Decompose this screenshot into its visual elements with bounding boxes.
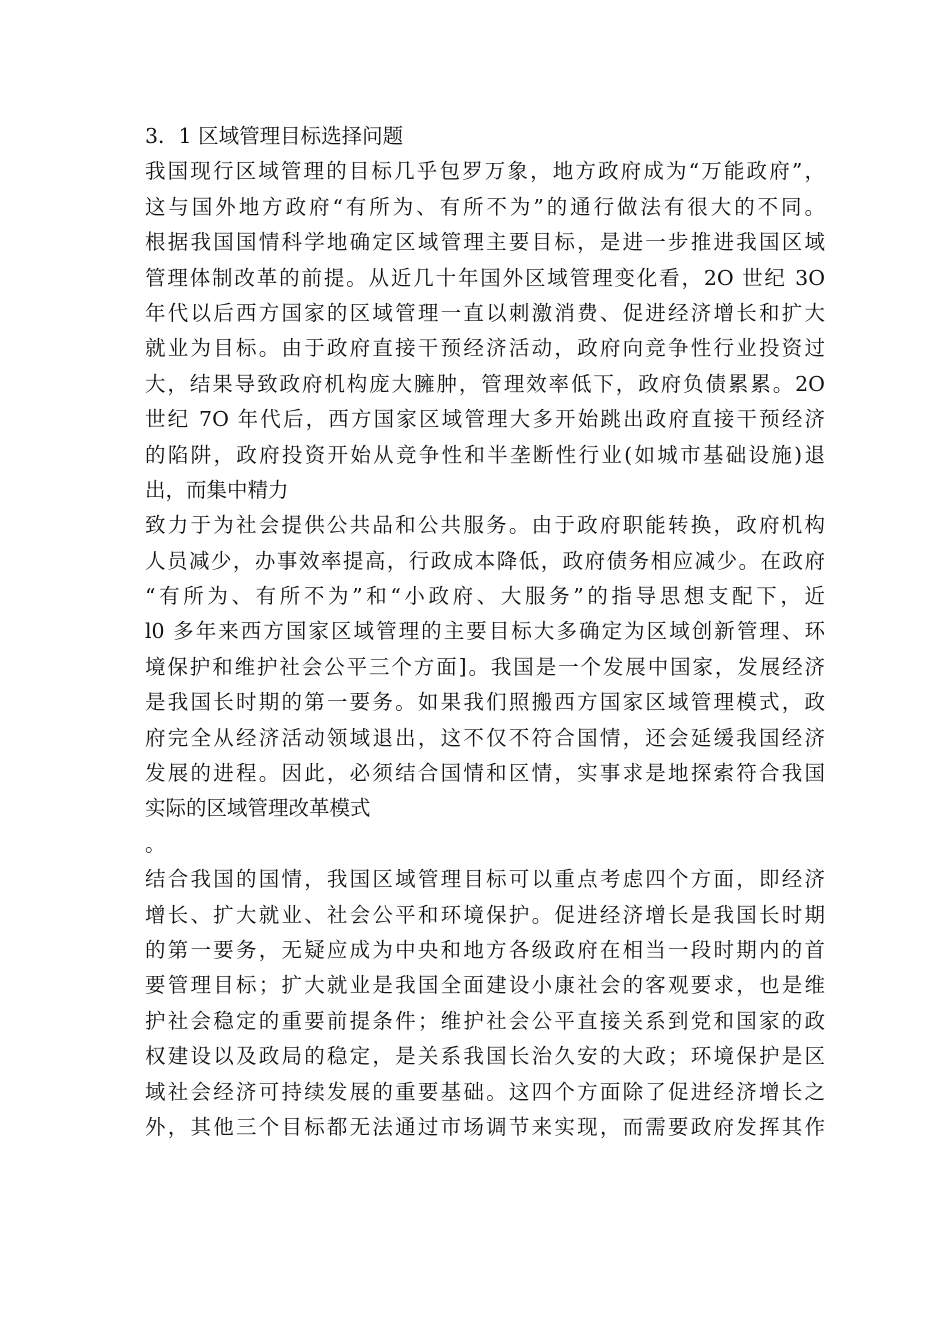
paragraph-line: 结合我国的国情，我国区域管理目标可以重点考虑四个方面，即经济 (145, 867, 825, 892)
paragraph-line: 权建设以及政局的稳定，是关系我国长治久安的大政；环境保护是区 (145, 1044, 825, 1069)
paragraph-line: 管理体制改革的前提。从近几十年国外区域管理变化看，2O 世纪 3O (145, 265, 825, 290)
paragraph-line: 外，其他三个目标都无法通过市场调节来实现，而需要政府发挥其作 (145, 1114, 825, 1139)
paragraph-line: 这与国外地方政府“有所为、有所不为”的通行做法有很大的不同。 (145, 194, 825, 219)
paragraph-line: 发展的进程。因此，必须结合国情和区情，实事求是地探索符合我国 (145, 761, 825, 786)
paragraph-line: 的第一要务，无疑应成为中央和地方各级政府在相当一段时期内的首 (145, 937, 825, 962)
paragraph-line: 域社会经济可持续发展的重要基础。这四个方面除了促进经济增长之 (145, 1079, 825, 1104)
paragraph-line: 境保护和维护社会公平三个方面]。我国是一个发展中国家，发展经济 (145, 654, 825, 679)
paragraph-line: 人员减少，办事效率提高，行政成本降低，政府债务相应减少。在政府 (145, 548, 825, 573)
paragraph-line: 府完全从经济活动领域退出，这不仅不符合国情，还会延缓我国经济 (145, 725, 825, 750)
paragraph-line: 护社会稳定的重要前提条件；维护社会公平直接关系到党和国家的政 (145, 1008, 825, 1033)
paragraph-line: 要管理目标；扩大就业是我国全面建设小康社会的客观要求，也是维 (145, 973, 825, 998)
section-heading: 3．1 区域管理目标选择问题 (145, 124, 404, 148)
paragraph-line: 根据我国国情科学地确定区域管理主要目标，是进一步推进我国区域 (145, 230, 825, 255)
paragraph-line: 。 (145, 831, 166, 856)
paragraph-line: 大，结果导致政府机构庞大臃肿，管理效率低下，政府负债累累。2O (145, 371, 825, 396)
paragraph-line: 就业为目标。由于政府直接干预经济活动，政府向竞争性行业投资过 (145, 336, 825, 361)
paragraph-line: 致力于为社会提供公共品和公共服务。由于政府职能转换，政府机构 (145, 513, 825, 538)
paragraph-line: 的陷阱，政府投资开始从竞争性和半垄断性行业(如城市基础设施)退 (145, 442, 825, 467)
paragraph-line: 增长、扩大就业、社会公平和环境保护。促进经济增长是我国长时期 (145, 902, 825, 927)
paragraph-line: 实际的区域管理改革模式 (145, 796, 371, 821)
paragraph-line: l0 多年来西方国家区域管理的主要目标大多确定为区域创新管理、环 (145, 619, 825, 644)
document-body (145, 119, 825, 1145)
paragraph-line: “有所为、有所不为”和“小政府、大服务”的指导思想支配下，近 (145, 584, 825, 609)
paragraph-line: 出，而集中精力 (145, 477, 289, 502)
paragraph-line: 世纪 7O 年代后，西方国家区域管理大多开始跳出政府直接干预经济 (145, 407, 825, 432)
paragraph-line: 是我国长时期的第一要务。如果我们照搬西方国家区域管理模式，政 (145, 690, 825, 715)
paragraph-line: 我国现行区域管理的目标几乎包罗万象，地方政府成为“万能政府”， (145, 159, 825, 184)
paragraph-line: 年代以后西方国家的区域管理一直以刺激消费、促进经济增长和扩大 (145, 300, 825, 325)
